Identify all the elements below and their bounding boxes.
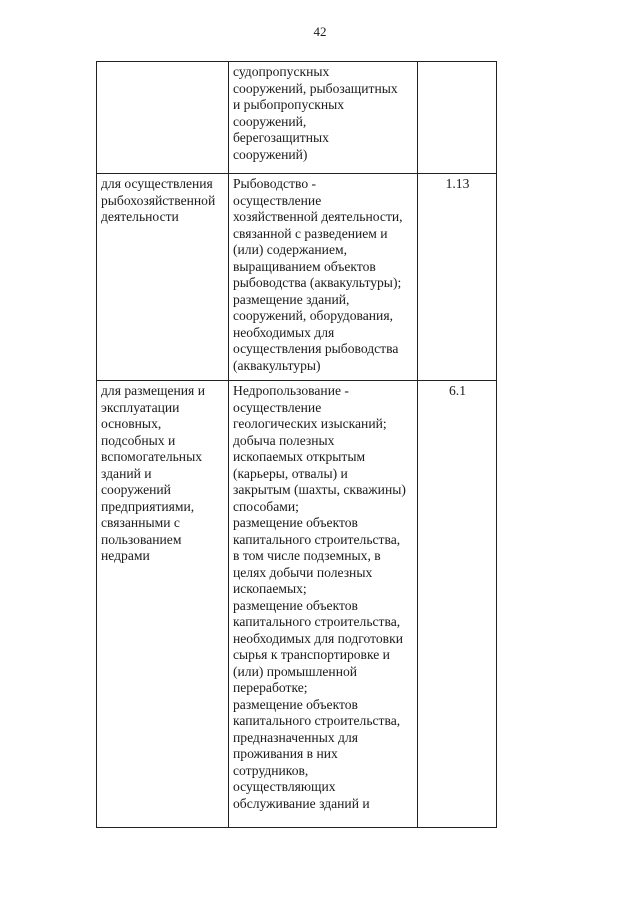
code-cell: 1.13 xyxy=(418,174,497,381)
purpose-text-line: связанными с xyxy=(101,515,180,530)
description-text-line: хозяйственной деятельности, xyxy=(233,209,403,224)
description-text-line: судопропускных xyxy=(233,64,330,79)
description-text-line: капитального строительства, xyxy=(233,713,401,728)
code-cell xyxy=(418,62,497,174)
description-text-line: сотрудников, xyxy=(233,762,309,778)
purpose-text-line: предприятиями, xyxy=(101,498,195,514)
description-text-line: (карьеры, отвалы) и xyxy=(233,465,348,481)
description-text-line: сооружений) xyxy=(233,146,308,162)
description-text-line: проживания в них xyxy=(233,746,338,761)
description-text-line: (или) содержанием, xyxy=(233,242,347,257)
description-text-line: рыбоводства (аквакультуры); xyxy=(233,275,402,290)
description-text-line: способами; xyxy=(233,498,299,514)
purpose-text-line: недрами xyxy=(101,548,150,563)
purpose-text-line: зданий и xyxy=(101,465,152,481)
description-text-line: и рыбопропускных xyxy=(233,97,345,112)
description-text-line: капитального строительства, xyxy=(233,531,401,547)
description-cell xyxy=(229,381,418,828)
description-text-line: капитального строительства, xyxy=(233,614,401,629)
description-text-line: закрытым (шахты, скважины) xyxy=(233,482,406,497)
description-text-line: сырья к транспортировке и xyxy=(233,647,390,662)
description-text-line: в том числе подземных, в xyxy=(233,548,381,563)
description-text-line: осуществление xyxy=(233,192,322,208)
description-text-line: целях добычи полезных xyxy=(233,564,373,580)
description-cell xyxy=(229,174,418,381)
purpose-text-line: пользованием xyxy=(101,531,182,547)
table-row xyxy=(97,381,497,828)
description-text-line: предназначенных для xyxy=(233,729,358,745)
code-cell: 6.1 xyxy=(418,381,497,828)
description-text-line: геологических изысканий; xyxy=(233,416,387,431)
purpose-text-line: для осуществления xyxy=(101,176,213,191)
purpose-text-line: деятельности xyxy=(101,209,179,224)
land-use-table xyxy=(96,61,497,828)
description-text-line: Недропользование - xyxy=(233,383,349,398)
description-cell xyxy=(229,62,418,174)
description-text-line: выращиванием объектов xyxy=(233,258,376,274)
description-text-line: добыча полезных xyxy=(233,432,335,448)
purpose-text-line: основных, xyxy=(101,416,162,431)
description-text-line: осуществления рыбоводства xyxy=(233,341,399,356)
description-text-line: обслуживание зданий и xyxy=(233,795,370,811)
description-text-line: ископаемых открытым xyxy=(233,449,366,464)
description-text-line: необходимых для xyxy=(233,324,335,340)
description-text-line: Рыбоводство - xyxy=(233,176,317,191)
description-text-line: необходимых для подготовки xyxy=(233,630,403,646)
description-text-line: размещение объектов xyxy=(233,515,358,530)
description-text-line: переработке; xyxy=(233,680,308,695)
description-text-line: связанной с разведением и xyxy=(233,225,388,241)
page-number: 42 xyxy=(313,24,327,39)
description-text-line: берегозащитных xyxy=(233,130,329,145)
purpose-text-line: сооружений xyxy=(101,482,171,497)
description-text-line: сооружений, рыбозащитных xyxy=(233,80,398,96)
purpose-text-line: эксплуатации xyxy=(101,399,180,415)
purpose-text-line: для размещения и xyxy=(101,383,205,398)
purpose-cell xyxy=(97,62,229,174)
purpose-text-line: вспомогательных xyxy=(101,449,203,464)
table-row xyxy=(97,174,497,381)
description-text-line: размещение зданий, xyxy=(233,291,350,307)
purpose-text-line: подсобных и xyxy=(101,432,176,448)
description-text-line: осуществляющих xyxy=(233,779,336,794)
description-text-line: размещение объектов xyxy=(233,597,358,613)
description-text-line: (или) промышленной xyxy=(233,663,358,679)
description-text-line: размещение объектов xyxy=(233,696,358,712)
description-text-line: сооружений, xyxy=(233,113,307,129)
table-body xyxy=(97,62,497,828)
description-text-line: (аквакультуры) xyxy=(233,357,321,373)
description-text-line: осуществление xyxy=(233,399,322,415)
table-row xyxy=(97,62,497,174)
purpose-cell xyxy=(97,381,229,828)
description-text-line: ископаемых; xyxy=(233,581,307,596)
purpose-text-line: рыбохозяйственной xyxy=(101,192,216,208)
purpose-cell xyxy=(97,174,229,381)
description-text-line: сооружений, оборудования, xyxy=(233,308,393,323)
